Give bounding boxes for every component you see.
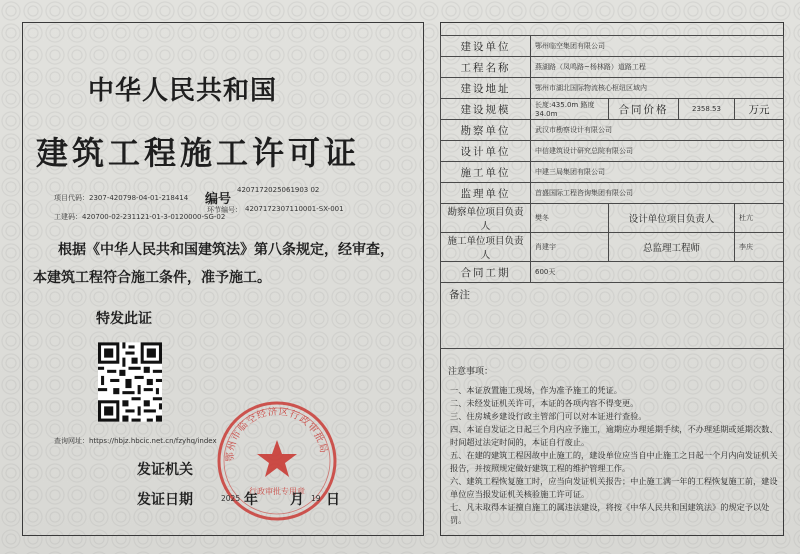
price-unit: 万元 bbox=[735, 99, 784, 120]
price-value: 2358.53 bbox=[679, 99, 735, 120]
number-label: 编号 bbox=[205, 192, 232, 207]
row-value: 鄂州市湖北国际物流核心枢纽区域内 bbox=[531, 78, 784, 99]
stage-number: 4207172307110001-SX-001 bbox=[245, 205, 344, 213]
table-row bbox=[441, 99, 784, 120]
row-value: 中建三局集团有限公司 bbox=[531, 162, 784, 183]
year-unit: 年 bbox=[244, 492, 258, 508]
seal-text: 鄂州市临空经济区行政审批局 bbox=[224, 406, 329, 462]
official-seal bbox=[214, 398, 340, 524]
note-item: 五、在建的建筑工程因故中止施工的，建设单位应当自中止施工之日起一个月内向发证机关报告，并按照规定做好建筑工程的维护管理工作。 bbox=[450, 450, 778, 473]
table-row bbox=[441, 78, 784, 99]
table-row bbox=[441, 141, 784, 162]
duration-label: 合同工期 bbox=[441, 262, 531, 283]
table-row bbox=[441, 36, 784, 57]
table-row bbox=[441, 57, 784, 78]
certificate-title: 建筑工程施工许可证 bbox=[36, 134, 361, 172]
row-label: 设计单位 bbox=[441, 141, 531, 162]
duration-value: 600天 bbox=[531, 262, 784, 283]
body-line-2: 本建筑工程符合施工条件，准予施工。 bbox=[33, 270, 271, 286]
project-info-table bbox=[440, 35, 784, 349]
note-item: 六、建筑工程恢复施工时，应当向发证机关报告；中止施工满一年的工程恢复施工前，建设单位应当报发证机关核验施工许可证。 bbox=[450, 476, 778, 499]
country-heading: 中华人民共和国 bbox=[88, 76, 278, 106]
issue-year: 2025 bbox=[221, 494, 241, 503]
supervisor: 李庆 bbox=[735, 233, 784, 262]
issuer-label: 发证机关 bbox=[137, 462, 193, 478]
engineering-code: 工建码：420700-02-231121-01-3-0120000-SG-02 bbox=[54, 213, 226, 221]
row-value: 燕湖路（凤鸣路~杨林路）道路工程 bbox=[531, 57, 784, 78]
note-item: 二、未经发证机关许可，本证的各项内容不得变更。 bbox=[450, 398, 639, 408]
supervisor-label: 总监理工程师 bbox=[609, 233, 735, 262]
note-item: 七、凡未取得本证擅自施工的属违法建设，将按《中华人民共和国建筑法》的规定予以处罚。 bbox=[450, 502, 770, 525]
row-value: 中信建筑设计研究总院有限公司 bbox=[531, 141, 784, 162]
notes-title: 注意事项： bbox=[448, 367, 494, 377]
row-label: 建设单位 bbox=[441, 36, 531, 57]
query-url[interactable]: 查询网址：https://hbjz.hbcic.net.cn/fzyhq/index bbox=[54, 437, 217, 445]
row-label: 勘察单位 bbox=[441, 120, 531, 141]
design-lead-label: 设计单位项目负责人 bbox=[609, 204, 735, 233]
certificate-number: 4207172025061903 02 bbox=[237, 186, 320, 194]
body-line-1: 根据《中华人民共和国建筑法》第八条规定，经审查， bbox=[58, 242, 394, 258]
price-label: 合同价格 bbox=[609, 99, 679, 120]
design-lead: 杜亢 bbox=[735, 204, 784, 233]
table-row bbox=[441, 162, 784, 183]
table-row bbox=[441, 204, 784, 233]
row-label: 监理单位 bbox=[441, 183, 531, 204]
seal-subtext: 行政审批专用章 bbox=[249, 487, 305, 496]
row-label: 施工单位 bbox=[441, 162, 531, 183]
construction-lead-label: 施工单位项目负责人 bbox=[441, 233, 531, 262]
row-value: 鄂州临空集团有限公司 bbox=[531, 36, 784, 57]
notes-list bbox=[450, 384, 784, 527]
scale-label: 建设规模 bbox=[441, 99, 531, 120]
remarks-cell bbox=[441, 283, 784, 349]
row-label: 工程名称 bbox=[441, 57, 531, 78]
note-item: 四、本证自发证之日起三个月内应予施工，逾期应办理延期手续，不办理延期或延期次数、时间超过法定时间的，本证自行废止。 bbox=[450, 424, 778, 447]
qr-code-icon[interactable] bbox=[98, 342, 162, 422]
row-value: 武汉市勘察设计有限公司 bbox=[531, 120, 784, 141]
day-unit: 日 bbox=[326, 492, 340, 508]
table-row bbox=[441, 183, 784, 204]
special-note: 特发此证 bbox=[96, 311, 152, 327]
scale-value: 长度:435.0m 路度34.0m bbox=[531, 99, 609, 120]
construction-lead: 肖建宇 bbox=[531, 233, 609, 262]
stage-number-label: 环节编号： bbox=[207, 206, 242, 214]
note-item: 三、住房城乡建设行政主管部门可以对本证进行查验。 bbox=[450, 411, 647, 421]
table-row bbox=[441, 120, 784, 141]
remarks-label: 备注 bbox=[449, 289, 470, 301]
table-row bbox=[441, 283, 784, 349]
row-label: 建设地址 bbox=[441, 78, 531, 99]
issue-date-label: 发证日期 bbox=[137, 492, 193, 508]
survey-lead-label: 勘察单位项目负责人 bbox=[441, 204, 531, 233]
table-row bbox=[441, 262, 784, 283]
project-code: 项目代码：2307-420798-04-01-218414 bbox=[54, 194, 189, 202]
issue-day: 19 bbox=[311, 494, 321, 503]
row-value: 首盛国际工程咨询集团有限公司 bbox=[531, 183, 784, 204]
table-row bbox=[441, 233, 784, 262]
survey-lead: 樊冬 bbox=[531, 204, 609, 233]
month-unit: 月 bbox=[290, 492, 304, 508]
note-item: 一、本证放置施工现场，作为准予施工的凭证。 bbox=[450, 385, 622, 395]
